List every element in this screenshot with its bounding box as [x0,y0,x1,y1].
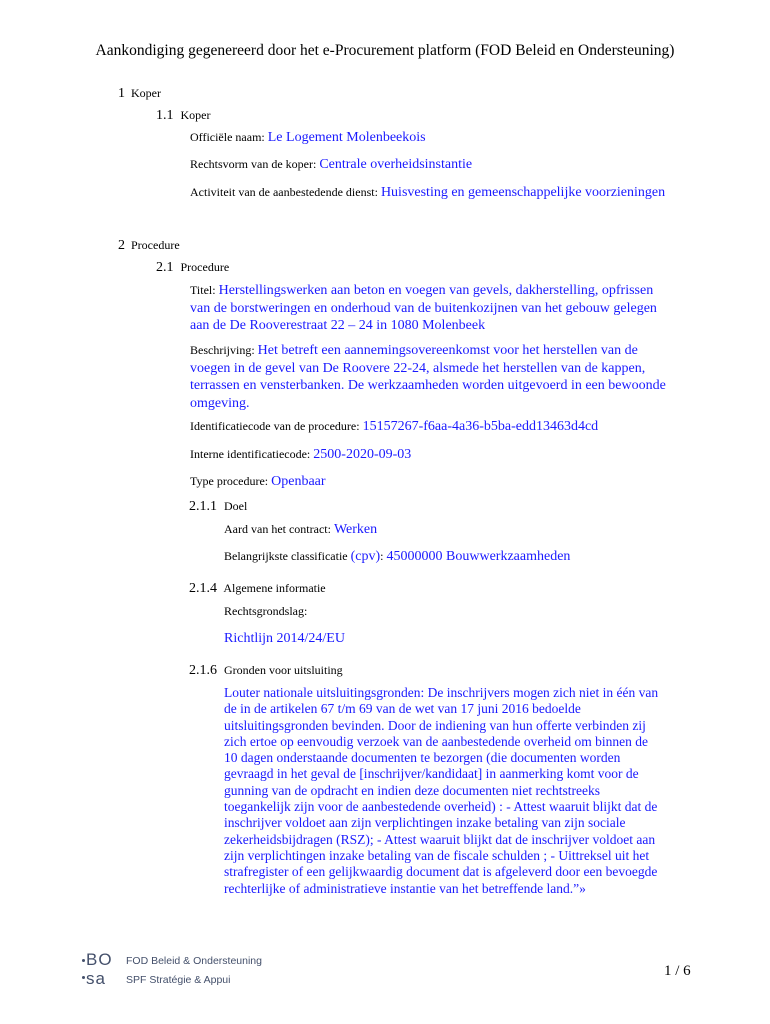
field-titel [190,282,670,335]
subsection-label: Procedure [180,260,230,274]
field-value: 2500-2020-09-03 [313,447,412,462]
subsubsection-heading-algemene-informatie [189,581,326,597]
field-label: Type procedure: [190,474,269,488]
field-value: Richtlijn 2014/24/EU [224,631,345,646]
logo-dot [82,959,85,962]
field-value: Werken [333,522,378,537]
field-label: Aard van het contract: [224,522,331,536]
section-number: 1 [118,86,125,101]
logo-mark-bottom: sa [86,969,106,988]
field-colon: : [380,549,384,563]
section-number: 2 [118,238,125,253]
field-aard-contract [224,521,670,539]
field-classificatie [224,548,670,566]
subsubsection-label: Gronden voor uitsluiting [224,663,343,677]
uitsluitingsgronden-text: Louter nationale uitsluitingsgronden: De inschrijvers mogen zich niet in één van de in de artikelen 67 t/m 69 van de wet van 17 juni 2016 bedoelde uitsluitingsgronden bevinden. Door de indiening van hun offerte verbinden zij zich ertoe op eenvoudig verzoek van de aanbestedende overheid om binnen de 10 dagen onderstaande documenten te bezorgen (die documenten worden gevraagd in het geval de [inschrijver/kandidaat] in aanmerking komt voor de gunning van de opdracht en indien deze documenten niet rechtstreeks toegankelijk zijn voor de aanbestedende overheid) : - Attest waaruit blijkt dat de inschrijver voldoet aan zijn verplichtingen inzake betaling van zijn sociale zekerheidsbijdragen (RSZ); - Attest waaruit blijkt dat de inschrijver voldoet aan zijn verplichtingen inzake betaling van de fiscale schulden ; - Uittreksel uit het strafregister of een gelijkwaardig document dat is afgeleverd door een bevoegde rechterlijke of administratieve instantie van het betreffende land.”» [224,685,659,896]
field-value: Het betreft een aannemingsovereenkomst voor het herstellen van de voegen in de gevel van De Roovere 22-24, alsmede het herstellen van de kappen, terrassen en vensterbanken. De werkzaamheden worden uitgevoerd in een bewoonde omgeving. [190,343,666,411]
field-officiele-naam [190,129,670,147]
organization-name-nl: FOD Beleid & Ondersteuning [126,955,262,967]
section-label: Koper [131,86,161,100]
field-value: Le Logement Molenbeekois [267,130,426,145]
field-identificatiecode [190,418,670,436]
organization-name [126,952,262,990]
logo-mark-top: BO [86,950,113,969]
field-cpv: (cpv) [350,549,381,564]
field-value: 15157267-f6aa-4a36-b5ba-edd13463d4cd [362,419,599,434]
subsubsection-number: 2.1.4 [189,581,217,596]
subsection-number: 1.1 [156,108,174,123]
section-label: Procedure [131,238,180,252]
field-label: Rechtsvorm van de koper: [190,157,317,171]
bosa-logo-icon [82,950,122,990]
subsubsection-label: Algemene informatie [223,581,326,595]
logo-dot [82,976,85,979]
subsection-label: Koper [180,108,211,122]
subsection-heading-koper [156,108,211,124]
subsubsection-label: Doel [224,499,248,513]
field-beschrijving [190,342,670,412]
field-value: 45000000 Bouwwerkzaamheden [386,549,571,564]
field-rechtsgrondslag-label [224,603,670,620]
subsection-heading-procedure [156,260,229,276]
field-type-procedure [190,473,670,491]
page-title: Aankondiging gegenereerd door het e-Procurement platform (FOD Beleid en Ondersteuning) [95,42,675,59]
field-label: Titel: [190,283,216,297]
field-value: Huisvesting en gemeenschappelijke voorzieningen [380,185,666,200]
section-heading-procedure [118,238,180,254]
section-heading-koper [118,86,161,102]
field-value: Herstellingswerken aan beton en voegen van gevels, dakherstelling, opfrissen van de borstweringen en onderhoud van de buitenkozijnen van het gebouw gelegen aan de De Rooverestraat 22 – 24 in 1080 Molenbeek [190,283,657,333]
subsection-number: 2.1 [156,260,174,275]
field-value: Openbaar [271,474,326,489]
field-interne-identificatiecode [190,446,670,464]
field-label: Officiële naam: [190,130,265,144]
subsubsection-number: 2.1.6 [189,663,217,678]
field-label: Beschrijving: [190,343,255,357]
bosa-logo [82,950,282,990]
field-label: Rechtsgrondslag: [224,604,308,618]
field-activiteit [190,184,670,202]
field-label: Belangrijkste classificatie [224,549,348,563]
field-rechtsvorm [190,156,670,174]
subsubsection-heading-gronden-uitsluiting [189,663,343,679]
subsubsection-number: 2.1.1 [189,499,217,514]
page-number: 1 / 6 [664,963,691,979]
field-rechtsgrondslag-value [224,630,670,648]
field-value: Centrale overheidsinstantie [319,157,473,172]
field-label: Identificatiecode van de procedure: [190,419,360,433]
subsubsection-heading-doel [189,499,247,515]
field-label: Activiteit van de aanbestedende dienst: [190,185,378,199]
field-label: Interne identificatiecode: [190,447,311,461]
organization-name-fr: SPF Stratégie & Appui [126,974,231,986]
